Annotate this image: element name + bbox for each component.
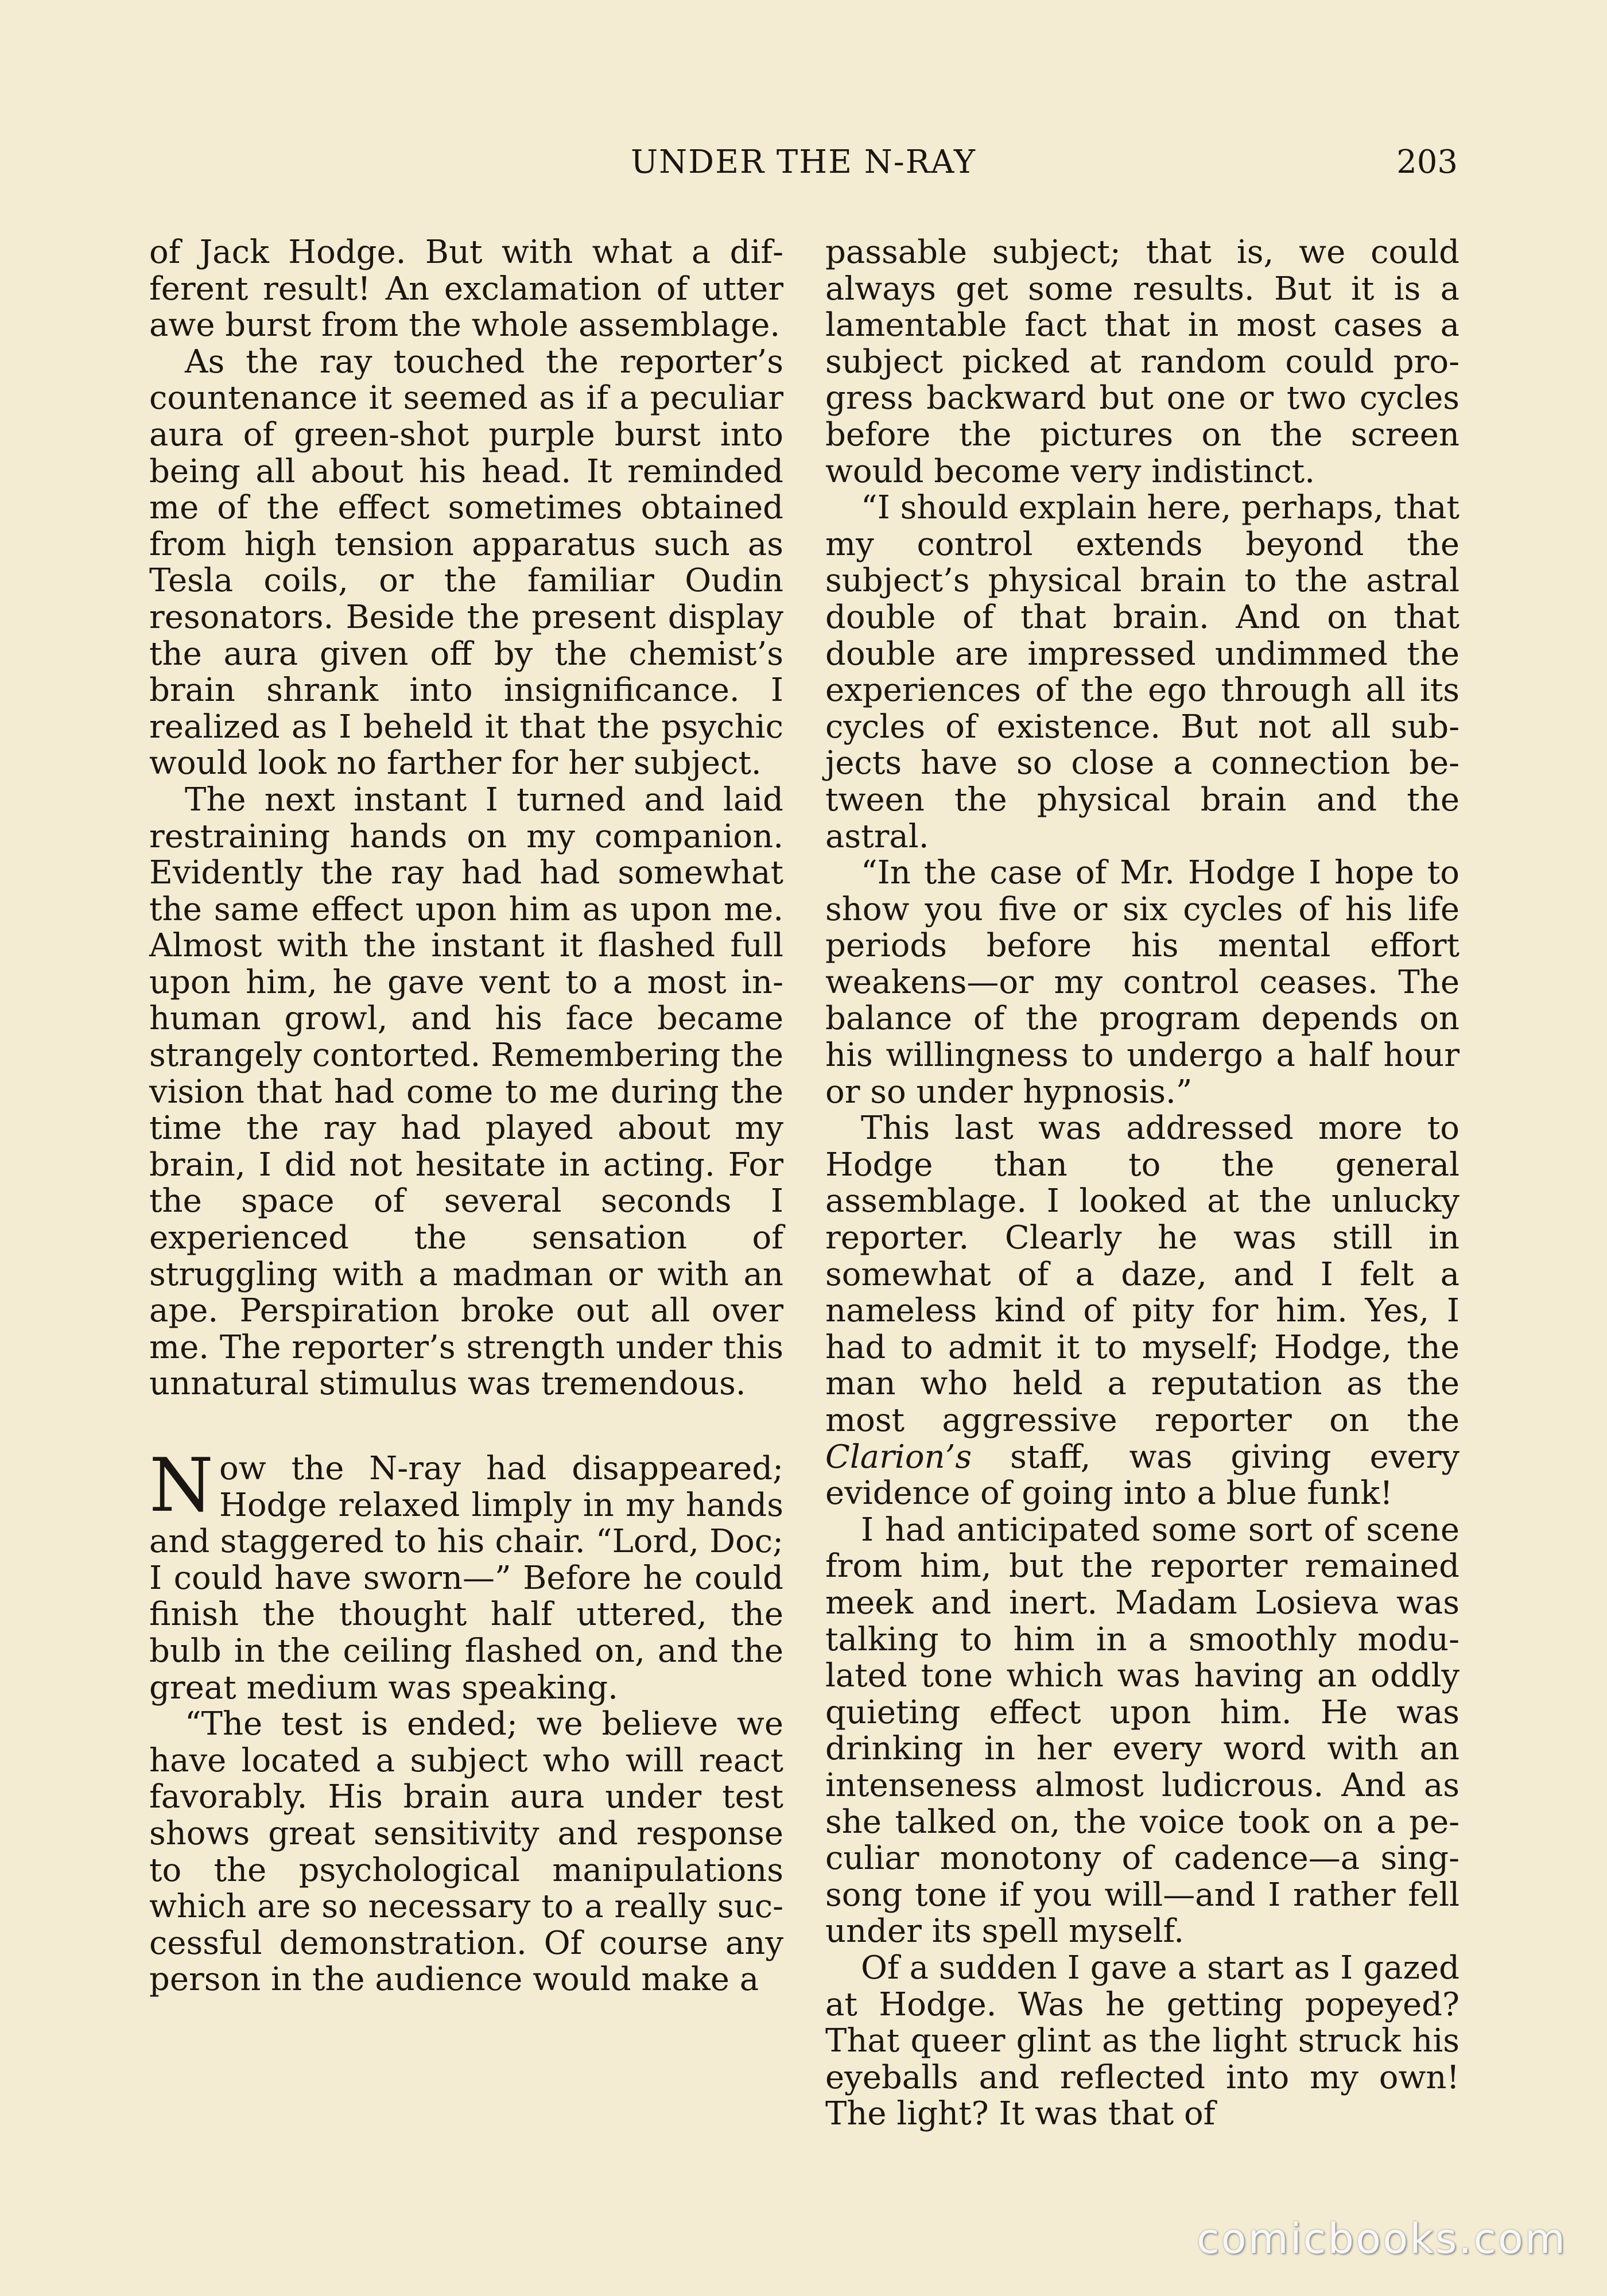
page-number: 203 xyxy=(1396,144,1458,181)
paragraph: As the ray touched the reporter’s countenance it seemed as if a peculiar aura of green-shot purple burst into being all about his head. It reminded me of the effect sometimes obtained from high tension apparatus such as Tesla coils, or the familiar Oudin resonators. Beside the present display the aura given off by the chemist’s brain shrank into insignificance. I realized as I beheld it that the psychic would look no farther for her subject. xyxy=(149,343,783,782)
paragraph-text: ow the N-ray had disappeared; Hodge relaxed limply in my hands and staggered to his chair. “Lord, Doc; I could have sworn—” Before he could finish the thought half uttered, the bulb in the ceiling flashed on, and the great medium was speaking. xyxy=(149,1450,783,1707)
paragraph: The next instant I turned and laid restraining hands on my companion. Evidently the ray had had somewhat the same effect upon him as upon me. Almost with the instant it flashed full upon him, he gave vent to a most inhuman growl, and his face became strangely contorted. Remembering the vision that had come to me during the time the ray had played about my brain, I did not hesitate in acting. For the space of several seconds I experienced the sensation of struggling with a madman or with an ape. Perspiration broke out all over me. The reporter’s strength under this unnatural stimulus was tremendous. xyxy=(149,781,783,1403)
right-column xyxy=(825,234,1460,2132)
watermark: comicbooks.com xyxy=(1196,2214,1567,2263)
running-title: UNDER THE N-RAY xyxy=(630,144,977,181)
paragraph: “The test is ended; we believe we have located a subject who will react favorably. His brain aura under test shows great sensitivity and response to the psychological manipulations which are so necessary to a really successful demonstration. Of course any person in the audience would make a xyxy=(149,1705,783,1999)
paragraph: “In the case of Mr. Hodge I hope to show you five or six cycles of his life periods before his mental effort weakens—or my control ceases. The balance of the program depends on his willingness to undergo a half hour or so under hypnosis.” xyxy=(825,854,1460,1111)
page-header xyxy=(149,144,1458,189)
paragraph xyxy=(825,1110,1460,1512)
paragraph-text: staff, was giving every evidence of going into a blue funk! xyxy=(825,1438,1460,1512)
section-start-paragraph xyxy=(149,1443,783,1707)
paragraph: Of a sudden I gave a start as I gazed at Hodge. Was he getting popeyed? That queer glint as the light struck his eyeballs and reflected into my own! The light? It was that of xyxy=(825,1949,1460,2133)
newspaper-name: Clarion’s xyxy=(825,1438,972,1476)
paragraph: passable subject; that is, we could always get some results. But it is a lamentable fact that in most cases a subject picked at random could progress backward but one or two cycles before the pictures on the screen would become very indistinct. xyxy=(825,234,1460,490)
paragraph-text: This last was addressed more to Hodge than to the general assemblage. I looked at the unlucky reporter. Clearly he was still in somewhat of a daze, and I felt a nameless kind of pity for him. Yes, I had to admit it to myself; Hodge, the man who held a reputation as the most aggressive reporter on the xyxy=(825,1110,1460,1439)
paragraph: I had anticipated some sort of scene from him, but the reporter remained meek and inert. Madam Losieva was talking to him in a smoothly modulated tone which was having an oddly quieting effect upon him. He was drinking in her every word with an intenseness almost ludicrous. And as she talked on, the voice took on a peculiar monotony of cadence—a singsong tone if you will—and I rather fell under its spell myself. xyxy=(825,1511,1460,1950)
drop-cap-letter: N xyxy=(149,1443,214,1529)
paragraph: “I should explain here, perhaps, that my control extends beyond the subject’s physical brain to the astral double of that brain. And on that double are impressed undimmed the experiences of the ego through all its cycles of existence. But not all subjects have so close a connection between the physical brain and the astral. xyxy=(825,489,1460,855)
paragraph: of Jack Hodge. But with what a different result! An exclamation of utter awe burst from the whole assemblage. xyxy=(149,234,783,344)
left-column xyxy=(149,234,783,1998)
